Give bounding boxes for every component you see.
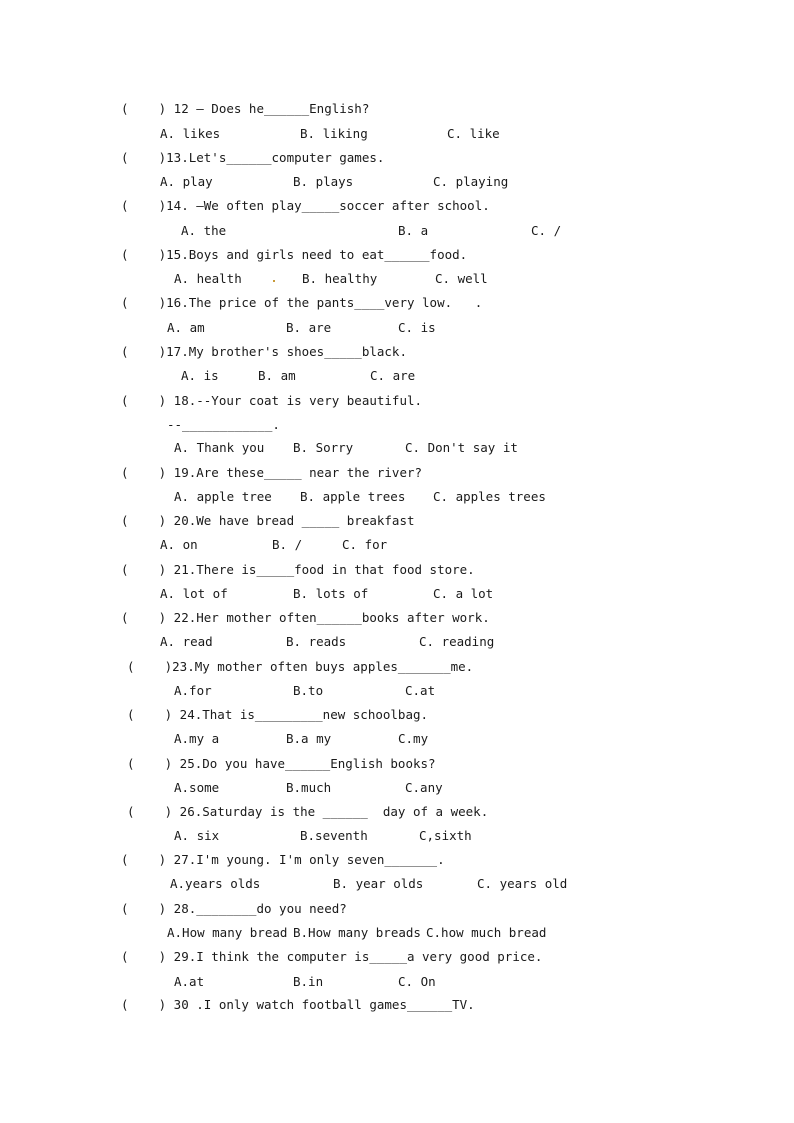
question-20-option-b: B. / [272, 537, 303, 552]
question-21-option-a: A. lot of [160, 586, 228, 601]
question-12-option-c: C. like [447, 126, 500, 141]
question-24-stem: ( ) 24.That is_________new schoolbag. [127, 707, 429, 722]
question-25-option-b: B.much [286, 780, 332, 795]
question-18-option-a: A. Thank you [174, 440, 265, 455]
question-28-option-a: A.How many bread [167, 925, 288, 940]
question-23-option-a: A.for [174, 683, 212, 698]
question-26-option-c: C,sixth [419, 828, 472, 843]
question-27-option-c: C. years old [477, 876, 568, 891]
question-16-stem: ( )16.The price of the pants____very low. . [121, 295, 483, 310]
question-24-option-a: A.my a [174, 731, 220, 746]
question-23-option-b: B.to [293, 683, 324, 698]
question-18-stem: ( ) 18.--Your coat is very beautiful. [121, 393, 423, 408]
question-27-stem: ( ) 27.I'm young. I'm only seven_______. [121, 852, 445, 867]
question-25-stem: ( ) 25.Do you have______English books? [127, 756, 436, 771]
question-21-option-b: B. lots of [293, 586, 369, 601]
question-15-option-a: A. health [174, 271, 242, 286]
question-13-option-c: C. playing [433, 174, 509, 189]
question-22-option-b: B. reads [286, 634, 347, 649]
question-16-option-b: B. are [286, 320, 332, 335]
question-18-reply: --____________. [167, 417, 280, 432]
question-15-option-b: B. healthy [302, 271, 378, 286]
question-28-option-b: B.How many breads [293, 925, 421, 940]
question-23-option-c: C.at [405, 683, 436, 698]
question-24-option-c: C.my [398, 731, 429, 746]
question-12-option-a: A. likes [160, 126, 221, 141]
question-29-option-b: B.in [293, 974, 324, 989]
question-17-option-b: B. am [258, 368, 296, 383]
question-25-option-a: A.some [174, 780, 220, 795]
question-21-option-c: C. a lot [433, 586, 494, 601]
question-14-option-b: B. a [398, 223, 429, 238]
question-20-option-a: A. on [160, 537, 198, 552]
question-27-option-a: A.years olds [170, 876, 261, 891]
question-19-stem: ( ) 19.Are these_____ near the river? [121, 465, 423, 480]
question-14-stem: ( )14. —We often play_____soccer after school. [121, 198, 490, 213]
question-28-stem: ( ) 28.________do you need? [121, 901, 347, 916]
question-29-option-a: A.at [174, 974, 205, 989]
question-17-option-c: C. are [370, 368, 416, 383]
question-22-option-c: C. reading [419, 634, 495, 649]
question-30-stem: ( ) 30 .I only watch football games______TV. [121, 997, 475, 1012]
question-19-option-c: C. apples trees [433, 489, 546, 504]
question-14-option-a: A. the [181, 223, 227, 238]
question-20-option-c: C. for [342, 537, 388, 552]
question-26-option-a: A. six [174, 828, 220, 843]
question-26-option-b: B.seventh [300, 828, 368, 843]
question-28-option-c: C.how much bread [426, 925, 547, 940]
question-18-option-c: C. Don't say it [405, 440, 518, 455]
question-16-option-a: A. am [167, 320, 205, 335]
question-12-stem: ( ) 12 — Does he______English? [121, 101, 370, 116]
question-24-option-b: B.a my [286, 731, 332, 746]
question-21-stem: ( ) 21.There is_____food in that food store. [121, 562, 475, 577]
question-23-stem: ( )23.My mother often buys apples_______me. [127, 659, 474, 674]
question-13-option-a: A. play [160, 174, 213, 189]
question-22-stem: ( ) 22.Her mother often______books after work. [121, 610, 490, 625]
question-15-option-c: C. well [435, 271, 488, 286]
question-17-option-a: A. is [181, 368, 219, 383]
question-19-option-b: B. apple trees [300, 489, 406, 504]
question-29-option-c: C. On [398, 974, 436, 989]
question-17-stem: ( )17.My brother's shoes_____black. [121, 344, 407, 359]
question-27-option-b: B. year olds [333, 876, 424, 891]
question-13-stem: ( )13.Let's______computer games. [121, 150, 385, 165]
question-19-option-a: A. apple tree [174, 489, 272, 504]
question-25-option-c: C.any [405, 780, 443, 795]
question-13-option-b: B. plays [293, 174, 354, 189]
question-22-option-a: A. read [160, 634, 213, 649]
question-16-option-c: C. is [398, 320, 436, 335]
stray-dot [273, 280, 275, 282]
question-14-option-c: C. / [531, 223, 562, 238]
question-18-option-b: B. Sorry [293, 440, 354, 455]
question-20-stem: ( ) 20.We have bread _____ breakfast [121, 513, 415, 528]
question-15-stem: ( )15.Boys and girls need to eat______food. [121, 247, 468, 262]
question-12-option-b: B. liking [300, 126, 368, 141]
question-29-stem: ( ) 29.I think the computer is_____a very good price. [121, 949, 543, 964]
question-26-stem: ( ) 26.Saturday is the ______ day of a week. [127, 804, 489, 819]
